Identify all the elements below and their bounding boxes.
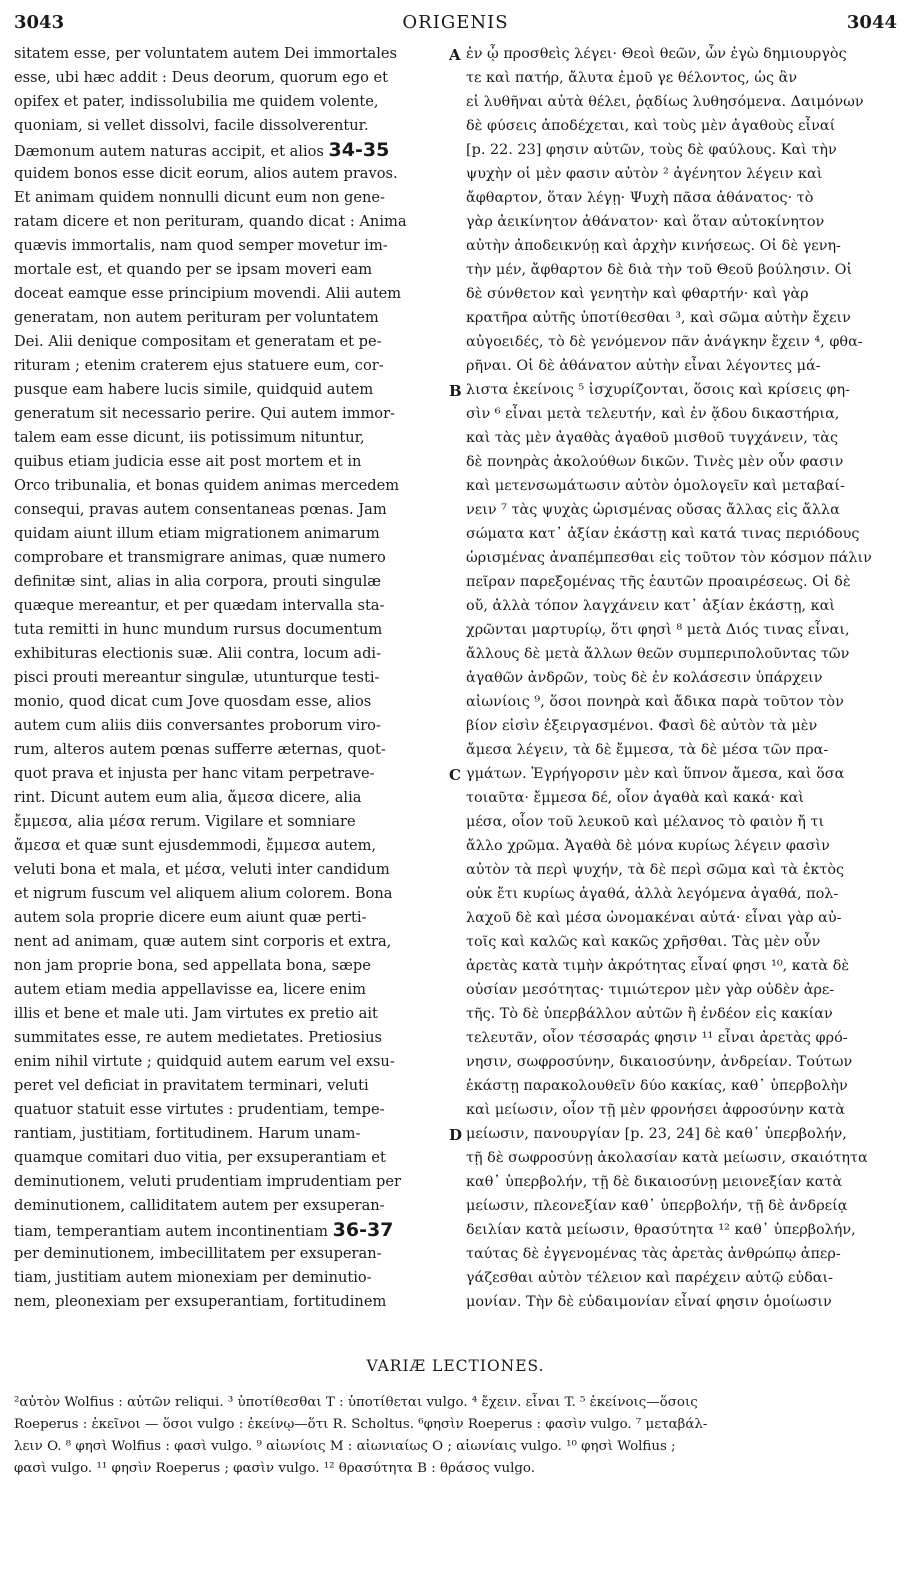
greek-text-line: ἀγαθῶν ἀνδρῶν, τοὺς δὲ ἐν κολάσεσιν ὑπάρχειν [466, 670, 823, 686]
latin-text-line: deminutionem, calliditatem autem per exsuperan- [14, 1197, 385, 1214]
greek-text-line: ψυχὴν οἱ μὲν φασιν αὐτὸν ² ἀγένητον λέγειν καὶ [466, 166, 823, 182]
latin-text-line: Orco tribunalia, et bonas quidem animas mercedem [14, 477, 400, 494]
latin-column [14, 42, 444, 1314]
greek-text-line: μονίαν. Τὴν δὲ εὐδαιμονίαν εἶναί φησιν ὁμοίωσιν [466, 1294, 832, 1310]
greek-text-line: οὔ, ἀλλὰ τόπον λαγχάνειν κατ᾽ ἀξίαν ἑκάστῃ, καὶ [466, 598, 836, 614]
greek-text-line: οὐσίαν μεσότητας· τιμιώτερον μὲν γὰρ οὐδὲν ἀρε- [466, 982, 835, 998]
running-title: ORIGENIS [402, 12, 509, 33]
latin-text-line: ἄμεσα et quæ sunt ejusdemmodi, ἔμμεσα autem, [14, 837, 377, 854]
latin-text-line: pisci prouti mereantur singulæ, utunturque testi- [14, 669, 380, 686]
latin-text-line: rantiam, justitiam, fortitudinem. Harum unam- [14, 1125, 361, 1142]
latin-text-line: nem, pleonexiam per exsuperantiam, fortitudinem [14, 1293, 387, 1310]
greek-text-line: βίον εἰσὶν ἐξειργασμένοι. Φασὶ δὲ αὐτὸν τὰ μὲν [466, 718, 818, 734]
greek-text-line: δειλίαν κατὰ μείωσιν, θρασύτητα ¹² καθ᾽ ὑπερβολήν, [466, 1222, 856, 1238]
greek-text-line: αὐτὸν τὰ περὶ ψυχήν, τὰ δὲ περὶ σῶμα καὶ τὰ ἐκτὸς [466, 862, 845, 878]
column-reference-number: 34-35 [328, 139, 390, 161]
greek-text-line: πεῖραν παρεξομένας τῆς ἑαυτῶν προαιρέσεως. Οἱ δὲ [466, 574, 851, 590]
latin-text-line: rum, alteros autem pœnas sufferre æternas, quot- [14, 741, 386, 758]
latin-text-line: quot prava et injusta per hanc vitam perpetrave- [14, 765, 375, 782]
greek-text-line: ἄφθαρτον, ὅταν λέγῃ· Ψυχὴ πᾶσα ἀθάνατος· τὸ [466, 190, 814, 206]
latin-text-line: enim nihil virtute ; quidquid autem earum vel exsu- [14, 1053, 395, 1070]
greek-text-line: ἀρετὰς κατὰ τιμὴν ἀκρότητας εἶναί φησι ¹⁰, κατὰ δὲ [466, 958, 850, 974]
greek-text-line: λιστα ἐκείνοις ⁵ ἰσχυρίζονται, ὅσοις καὶ κρίσεις φη- [466, 382, 850, 398]
greek-text-line: τελευτᾶν, οἷον τέσσαράς φησιν ¹¹ εἶναι ἀρετὰς φρό- [466, 1030, 848, 1046]
variant-note-line: ²αὐτὸν Wolfius : αὐτῶν reliqui. ³ ὑποτίθεσθαι T : ὑποτίθεται vulgo. ⁴ ἔχειν. εἶναι T. ⁵ ἐκείνοις—ὅσοις [14, 1395, 698, 1410]
latin-text-line: autem cum aliis diis conversantes proborum viro- [14, 717, 381, 734]
variant-note-line: Roeperus : ἐκεῖνοι — ὅσοι vulgo : ἐκείνῳ—ὅτι R. Scholtus. ⁶φησὶν Roeperus : φασὶν vulgo. ⁷ μεταβάλ- [14, 1417, 708, 1432]
latin-text-line: generatam, non autem perituram per voluntatem [14, 309, 379, 326]
latin-text-line: illis et bene et male uti. Jam virtutes ex pretio ait [14, 1005, 378, 1022]
greek-text-line: τῆς. Τὸ δὲ ὑπερβάλλον αὐτῶν ἢ ἐνδέον εἰς κακίαν [466, 1006, 833, 1022]
greek-text-line: γάζεσθαι αὐτὸν τέλειον καὶ παρέχειν αὐτῷ εὐδαι- [466, 1270, 834, 1286]
greek-text-line: νειν ⁷ τὰς ψυχὰς ὡρισμένας οὔσας ἄλλας εἰς ἄλλα [466, 502, 840, 518]
greek-text-line: γὰρ ἀεικίνητον ἀθάνατον· καὶ ὅταν αὐτοκίνητον [466, 214, 825, 230]
latin-text-line: quamque comitari duo vitia, per exsuperantiam et [14, 1149, 386, 1166]
greek-text-line: καθ᾽ ὑπερβολήν, τῇ δὲ δικαιοσύνῃ μειονεξίαν κατὰ [466, 1174, 843, 1190]
latin-text-line: rituram ; etenim craterem ejus statuere eum, cor- [14, 357, 384, 374]
column-reference-number: 36-37 [332, 1219, 394, 1241]
greek-text-line: ἑκάστῃ παρακολουθεῖν δύο κακίας, καθ᾽ ὑπερβολὴν [466, 1078, 848, 1094]
latin-text-line: esse, ubi hæc addit : Deus deorum, quorum ego et [14, 69, 389, 86]
greek-text-line: λαχοῦ δὲ καὶ μέσα ὠνομακέναι αὐτά· εἶναι γὰρ αὐ- [466, 910, 842, 926]
latin-text-line: tiam, justitiam autem mionexiam per deminutio- [14, 1269, 372, 1286]
greek-text-line: νησιν, σωφροσύνην, δικαιοσύνην, ἀνδρείαν. Τούτων [466, 1054, 853, 1070]
latin-text-line: doceat eamque esse principium movendi. Alii autem [14, 285, 402, 302]
greek-text-line: τῇ δὲ σωφροσύνῃ ἀκολασίαν κατὰ μείωσιν, σκαιότητα [466, 1150, 868, 1166]
greek-text-line: καὶ μετενσωμάτωσιν αὐτὸν ὁμολογεῖν καὶ μεταβαί- [466, 478, 845, 494]
latin-text-line: veluti bona et mala, et μέσα, veluti inter candidum [14, 861, 390, 878]
latin-text-line: ἔμμεσα, alia μέσα rerum. Vigilare et somniare [14, 813, 356, 830]
greek-text-line: ἄλλο χρῶμα. Ἀγαθὰ δὲ μόνα κυρίως λέγειν φασὶν [466, 838, 830, 854]
latin-text-line: deminutionem, veluti prudentiam imprudentiam per [14, 1173, 401, 1190]
greek-column [466, 42, 900, 1314]
page-number-left: 3043 [14, 12, 65, 33]
latin-text-line: tiam, temperantiam autem incontinentiam 36-37 [14, 1219, 394, 1241]
latin-text-line: quævis immortalis, nam quod semper movetur im- [14, 237, 388, 254]
variae-lectiones-heading: VARIÆ LECTIONES. [366, 1357, 545, 1375]
latin-text-line: quidem bonos esse dicit eorum, alios autem pravos. [14, 165, 398, 182]
latin-text-line: mortale est, et quando per se ipsam moveri eam [14, 261, 373, 278]
latin-text-line: quidam aiunt illum etiam migrationem animarum [14, 525, 380, 542]
latin-text-line: rint. Dicunt autem eum alia, ἄμεσα dicere, alia [14, 789, 362, 806]
greek-text-line: ὡρισμένας ἀναπέμπεσθαι εἰς τοῦτον τὸν κόσμον πάλιν [466, 550, 872, 566]
greek-text-line: δὲ πονηρὰς ἀκολούθων δικῶν. Τινὲς μὲν οὖν φασιν [466, 454, 844, 470]
latin-text-line: monio, quod dicat cum Jove quosdam esse, alios [14, 693, 372, 710]
latin-text-line: consequi, pravas autem consentaneas pœnas. Jam [14, 501, 387, 518]
margin-letter-b: B [449, 382, 462, 400]
latin-text-line: quatuor statuit esse virtutes : prudentiam, tempe- [14, 1101, 385, 1118]
variant-note-line: φασὶ vulgo. ¹¹ φησὶν Roeperus ; φασὶν vulgo. ¹² θρασύτητα B : θράσος vulgo. [14, 1461, 536, 1476]
latin-text-line: quæque mereantur, et per quædam intervalla sta- [14, 597, 385, 614]
latin-text-line: exhibituras electionis suæ. Alii contra, locum adi- [14, 645, 382, 662]
greek-text-line: τοῖς καὶ καλῶς καὶ κακῶς χρῆσθαι. Τὰς μὲν οὖν [466, 934, 821, 950]
greek-text-line: ρῆναι. Οἱ δὲ ἀθάνατον αὐτὴν εἶναι λέγοντες μά- [466, 358, 821, 374]
greek-text-line: σὶν ⁶ εἶναι μετὰ τελευτήν, καὶ ἐν ᾅδου δικαστήρια, [466, 406, 840, 422]
latin-text-line: peret vel deficiat in pravitatem terminari, veluti [14, 1077, 369, 1094]
latin-text-line: comprobare et transmigrare animas, quæ numero [14, 549, 386, 566]
margin-letter-d: D [449, 1126, 463, 1144]
latin-text-line: nent ad animam, quæ autem sint corporis et extra, [14, 933, 392, 950]
latin-text-line: Et animam quidem nonnulli dicunt eum non gene- [14, 189, 385, 206]
greek-text-line: τε καὶ πατήρ, ἄλυτα ἐμοῦ γε θέλοντος, ὡς ἂν [466, 70, 798, 86]
greek-text-line: μείωσιν, πανουργίαν [p. 23, 24] δὲ καθ᾽ ὑπερβολήν, [466, 1126, 847, 1142]
greek-text-line: αὐγοειδές, τὸ δὲ γενόμενον πᾶν ἀνάγκην ἔχειν ⁴, φθα- [466, 334, 863, 350]
latin-text-line: Dei. Alii denique compositam et generatam et pe- [14, 333, 382, 350]
page-number-right: 3044 [846, 12, 897, 33]
greek-text-line: ἄμεσα λέγειν, τὰ δὲ ἔμμεσα, τὰ δὲ μέσα τῶν πρα- [466, 742, 829, 758]
latin-text-line: generatum sit necessario perire. Qui autem immor- [14, 405, 395, 422]
greek-text-line: οὐκ ἔτι κυρίως ἀγαθά, ἀλλὰ λεγόμενα ἀγαθά, πολ- [466, 886, 839, 902]
latin-text-line: pusque eam habere lucis simile, quidquid autem [14, 381, 374, 398]
greek-text-line: ταύτας δὲ ἐγγενομένας τὰς ἀρετὰς ἀνθρώπῳ ἀπερ- [466, 1246, 841, 1262]
greek-text-line: μείωσιν, πλεονεξίαν καθ᾽ ὑπερβολήν, τῇ δὲ ἀνδρείᾳ [466, 1198, 848, 1214]
greek-text-line: κρατῆρα αὐτῆς ὑποτίθεσθαι ³, καὶ σῶμα αὐτὴν ἔχειν [466, 310, 851, 326]
variant-note-line: λειν O. ⁸ φησὶ Wolfius : φασὶ vulgo. ⁹ αἰωνίοις M : αἰωνιαίως O ; αἰωνίαις vulgo. ¹⁰ φησὶ Wolfius ; [14, 1439, 676, 1454]
greek-text-line: καὶ τὰς μὲν ἀγαθὰς ἀγαθοῦ μισθοῦ τυγχάνειν, τὰς [466, 430, 839, 446]
latin-text-line: non jam proprie bona, sed appellata bona, sæpe [14, 957, 371, 974]
latin-text-line: quoniam, si vellet dissolvi, facile dissolverentur. [14, 117, 369, 134]
greek-text-line: εἰ λυθῆναι αὐτὰ θέλει, ῥᾳδίως λυθησόμενα. Δαιμόνων [466, 94, 864, 110]
greek-text-line: τοιαῦτα· ἔμμεσα δέ, οἷον ἀγαθὰ καὶ κακά· καὶ [466, 790, 804, 806]
latin-text-line: et nigrum fuscum vel aliquem alium colorem. Bona [14, 885, 393, 902]
latin-text-line: per deminutionem, imbecillitatem per exsuperan- [14, 1245, 382, 1262]
greek-text-line: χρῶνται μαρτυρίῳ, ὅτι φησὶ ⁸ μετὰ Διός τινας εἶναι, [466, 622, 850, 638]
margin-letter-c: C [449, 766, 461, 784]
running-header [14, 12, 897, 38]
latin-text-line: sitatem esse, per voluntatem autem Dei immortales [14, 45, 398, 62]
variae-lectiones-notes [14, 1392, 900, 1480]
greek-text-line: τὴν μέν, ἄφθαρτον δὲ διὰ τὴν τοῦ Θεοῦ βούλησιν. Οἱ [466, 262, 853, 278]
latin-text-line: tuta remitti in hunc mundum rursus documentum [14, 621, 383, 638]
latin-text-line: talem eam esse dicunt, iis potissimum nituntur, [14, 429, 365, 446]
latin-text-line: ratam dicere et non perituram, quando dicat : Anima [14, 213, 407, 230]
greek-text-line: [p. 22. 23] φησιν αὐτῶν, τοὺς δὲ φαύλους. Καὶ τὴν [466, 142, 837, 158]
latin-text-line: definitæ sint, alias in alia corpora, prouti singulæ [14, 573, 382, 590]
greek-text-line: καὶ μείωσιν, οἷον τῇ μὲν φρονήσει ἀφροσύνην κατὰ [466, 1102, 845, 1118]
latin-text-line: opifex et pater, indissolubilia me quidem volente, [14, 93, 379, 110]
greek-text-line: δὲ σύνθετον καὶ γενητὴν καὶ φθαρτήν· καὶ γὰρ [466, 286, 809, 302]
latin-text-line: summitates esse, re autem medietates. Pretiosius [14, 1029, 383, 1046]
greek-text-line: ἐν ᾧ προσθεὶς λέγει· Θεοὶ θεῶν, ὧν ἐγὼ δημιουργὸς [466, 46, 847, 62]
greek-text-line: σώματα κατ᾽ ἀξίαν ἑκάστῃ καὶ κατά τινας περιόδους [466, 526, 860, 542]
greek-text-line: μέσα, οἷον τοῦ λευκοῦ καὶ μέλανος τὸ φαιὸν ἤ τι [466, 814, 825, 830]
greek-text-line: αἰωνίοις ⁹, ὅσοι πονηρὰ καὶ ἄδικα παρὰ τοῦτον τὸν [466, 694, 844, 710]
latin-text-line: Dæmonum autem naturas accipit, et alios 34-35 [14, 139, 390, 161]
latin-text-line: autem etiam media appellavisse ea, licere enim [14, 981, 367, 998]
greek-text-line: ἄλλους δὲ μετὰ ἄλλων θεῶν συμπεριπολοῦντας τῶν [466, 646, 850, 662]
greek-text-line: γμάτων. Ἐγρήγορσιν μὲν καὶ ὕπνον ἄμεσα, καὶ ὅσα [466, 766, 845, 782]
margin-letter-a: A [449, 46, 461, 64]
latin-text-line: quibus etiam judicia esse ait post mortem et in [14, 453, 362, 470]
latin-text-line: autem sola proprie dicere eum aiunt quæ perti- [14, 909, 367, 926]
greek-text-line: αὐτὴν ἀποδεικνύῃ καὶ ἀρχὴν κινήσεως. Οἱ δὲ γενη- [466, 238, 841, 254]
greek-text-line: δὲ φύσεις ἀποδέχεται, καὶ τοὺς μὲν ἀγαθοὺς εἶναί [466, 118, 836, 134]
